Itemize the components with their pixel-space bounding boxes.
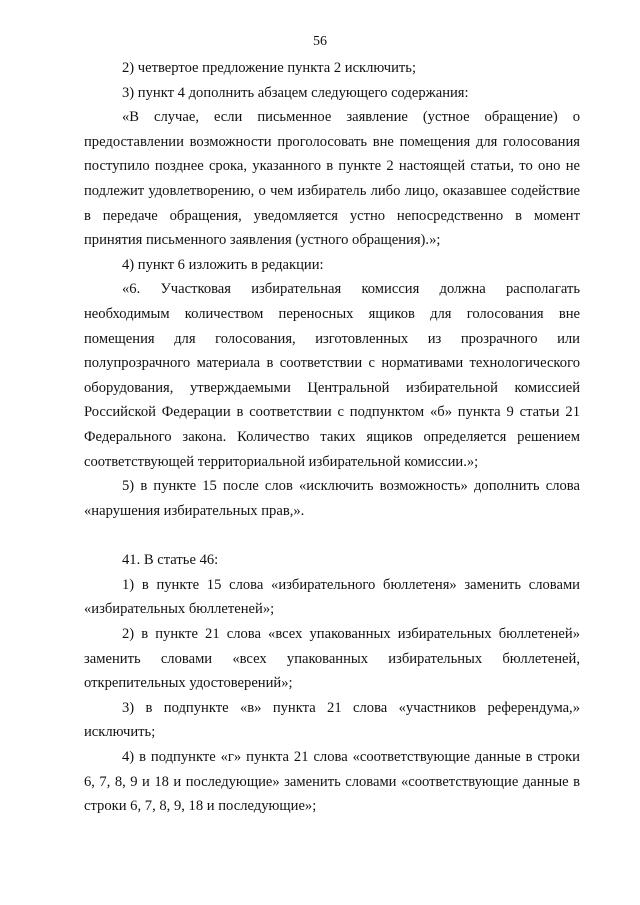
paragraph: «6. Участковая избирательная комиссия должна располагать необходимым количеством переносных ящиков для голосования вне помещения для голосования, изготовленных из прозрачного или полупрозрачного материала в соответствии с нормативами технологического оборудования, утверждаемыми Центральной избирательной комиссией Российской Федерации в соответствии с подпунктом «б» пункта 9 статьи 21 Федерального закона. Количество таких ящиков определяется решением соответствующей территориальной избирательной комиссии.»; [84,281,580,470]
paragraph: 3) пункт 4 дополнить абзацем следующего содержания: [122,84,469,101]
paragraph: 4) в подпункте «г» пункта 21 слова «соответствующие данные в строки 6, 7, 8, 9 и 18 и последующие» заменить словами «соответствующие данные в строки 6, 7, 8, 9, 18 и последующие»; [84,749,580,815]
section-spacer [84,523,580,548]
document-body [84,56,580,819]
paragraph: 5) в пункте 15 после слов «исключить возможность» дополнить слова «нарушения избирательных прав,». [84,478,580,519]
paragraph: 1) в пункте 15 слова «избирательного бюллетеня» заменить словами «избирательных бюллетеней»; [84,576,580,618]
paragraph: 2) в пункте 21 слова «всех упакованных избирательных бюллетеней» заменить словами «всех упакованных избирательных бюллетеней, открепительных удостоверений»; [84,626,580,692]
paragraph: 3) в подпункте «в» пункта 21 слова «участников референдума,» исключить; [84,699,580,741]
paragraph: 4) пункт 6 изложить в редакции: [122,256,324,273]
section-heading: 41. В статье 46: [122,552,219,569]
paragraph: 2) четвертое предложение пункта 2 исключить; [122,60,417,76]
page-number: 56 [313,34,327,49]
paragraph: «В случае, если письменное заявление (устное обращение) о предоставлении возможности проголосовать вне помещения для голосования поступило позднее срока, указанного в пункте 2 настоящей статьи, то оно не подлежит удовлетворению, о чем избиратель либо лицо, оказавшее содействие в передаче обращения, уведомляется устно непосредственно в момент принятия письменного заявления (устного обращения).»; [84,109,580,249]
